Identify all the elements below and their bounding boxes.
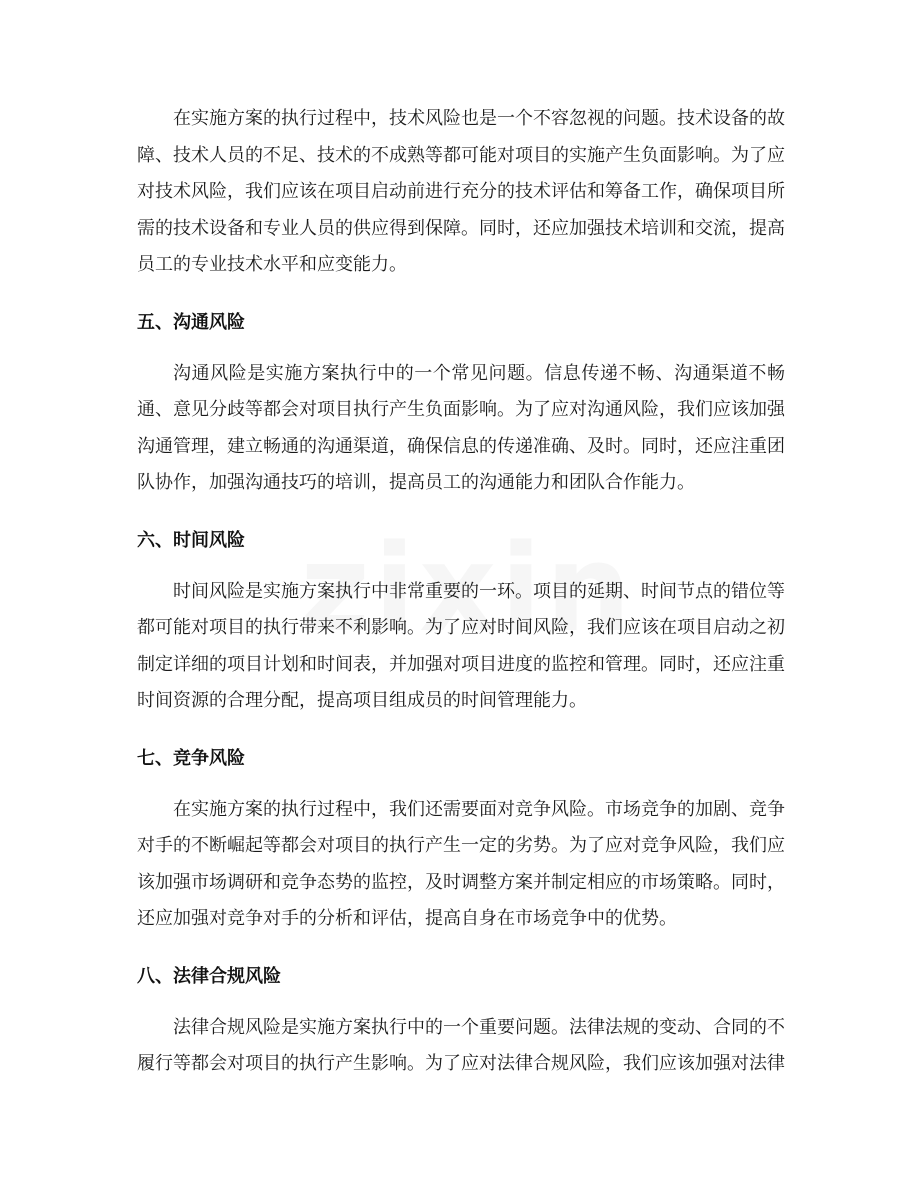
- heading-communication-risk: 五、沟通风险: [137, 311, 245, 333]
- heading-legal-compliance-risk: 八、法律合规风险: [137, 965, 281, 987]
- heading-competition-risk: 七、竞争风险: [137, 747, 245, 769]
- paragraph-communication-risk: 沟通风险是实施方案执行中的一个常见问题。信息传递不畅、沟通渠道不畅通、意见分歧等都会对项目执行产生负面影响。为了应对沟通风险，我们应该加强沟通管理，建立畅通的沟通渠道，确保信息的传递准确、及时。同时，还应注重团队协作，加强沟通技巧的培训，提高员工的沟通能力和团队合作能力。: [137, 362, 785, 493]
- paragraph-technical-risk: 在实施方案的执行过程中，技术风险也是一个不容忽视的问题。技术设备的故障、技术人员的不足、技术的不成熟等都可能对项目的实施产生负面影响。为了应对技术风险，我们应该在项目启动前进行充分的技术评估和筹备工作，确保项目所需的技术设备和专业人员的供应得到保障。同时，还应加强技术培训和交流，提高员工的专业技术水平和应变能力。: [137, 108, 785, 275]
- paragraph-competition-risk: 在实施方案的执行过程中，我们还需要面对竞争风险。市场竞争的加剧、竞争对手的不断崛起等都会对项目的执行产生一定的劣势。为了应对竞争风险，我们应该加强市场调研和竞争态势的监控，及时调整方案并制定相应的市场策略。同时，还应加强对竞争对手的分析和评估，提高自身在市场竞争中的优势。: [137, 798, 785, 929]
- paragraph-legal-compliance-risk: 法律合规风险是实施方案执行中的一个重要问题。法律法规的变动、合同的不履行等都会对项目的执行产生影响。为了应对法律合规风险，我们应该加强对法律: [137, 1016, 785, 1074]
- heading-time-risk: 六、时间风险: [137, 529, 245, 551]
- paragraph-time-risk: 时间风险是实施方案执行中非常重要的一环。项目的延期、时间节点的错位等都可能对项目的执行带来不利影响。为了应对时间风险，我们应该在项目启动之初制定详细的项目计划和时间表，并加强对项目进度的监控和管理。同时，还应注重时间资源的合理分配，提高项目组成员的时间管理能力。: [137, 580, 785, 711]
- document-page: [137, 101, 785, 1109]
